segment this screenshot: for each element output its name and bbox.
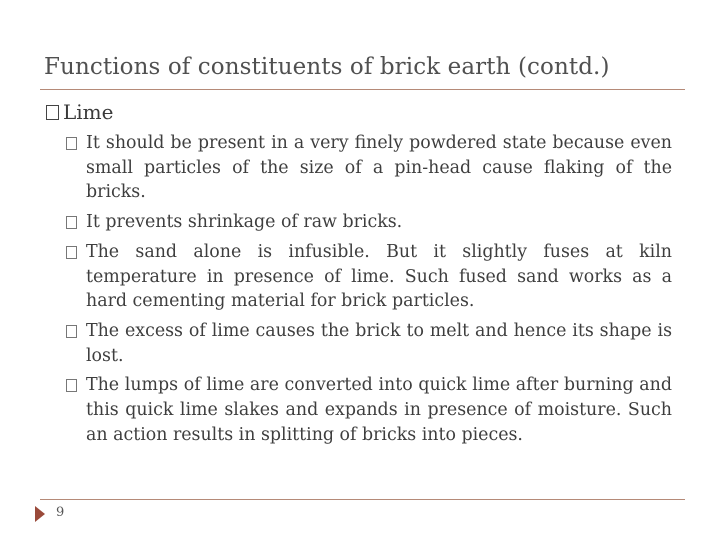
triangle-right-icon [35, 506, 45, 522]
list-item [66, 373, 672, 447]
list-item [66, 240, 672, 314]
slide-title: Functions of constituents of brick earth (contd.) [44, 54, 610, 80]
checkbox-square-icon [66, 379, 77, 392]
list-item-text: The lumps of lime are converted into quick lime after burning and this quick lime slakes and expands in presence of moisture. Such an action results in splitting of bricks into pieces. [86, 375, 672, 445]
list-item [66, 131, 672, 205]
checkbox-square-icon [46, 105, 59, 120]
title-divider [40, 89, 685, 90]
list-item-text: The sand alone is infusible. But it slightly fuses at kiln temperature in presence of lime. Such fused sand works as a hard cementing material for brick particles. [86, 241, 672, 312]
list-item-text: The excess of lime causes the brick to melt and hence its shape is lost. [86, 320, 672, 366]
list-item [66, 210, 672, 235]
list-item [66, 319, 672, 368]
bullet-list [66, 131, 672, 452]
checkbox-square-icon [66, 246, 77, 259]
heading-bullet [46, 100, 113, 124]
list-item-text: It prevents shrinkage of raw bricks. [86, 212, 403, 233]
heading-label: Lime [63, 100, 114, 124]
checkbox-square-icon [66, 216, 77, 229]
footer-divider [40, 499, 685, 500]
list-item-text: It should be present in a very finely powdered state because even small particles of the size of a pin-head cause flaking of the bricks. [86, 133, 672, 203]
page-number: 9 [56, 505, 65, 520]
checkbox-square-icon [66, 325, 77, 338]
checkbox-square-icon [66, 137, 77, 150]
